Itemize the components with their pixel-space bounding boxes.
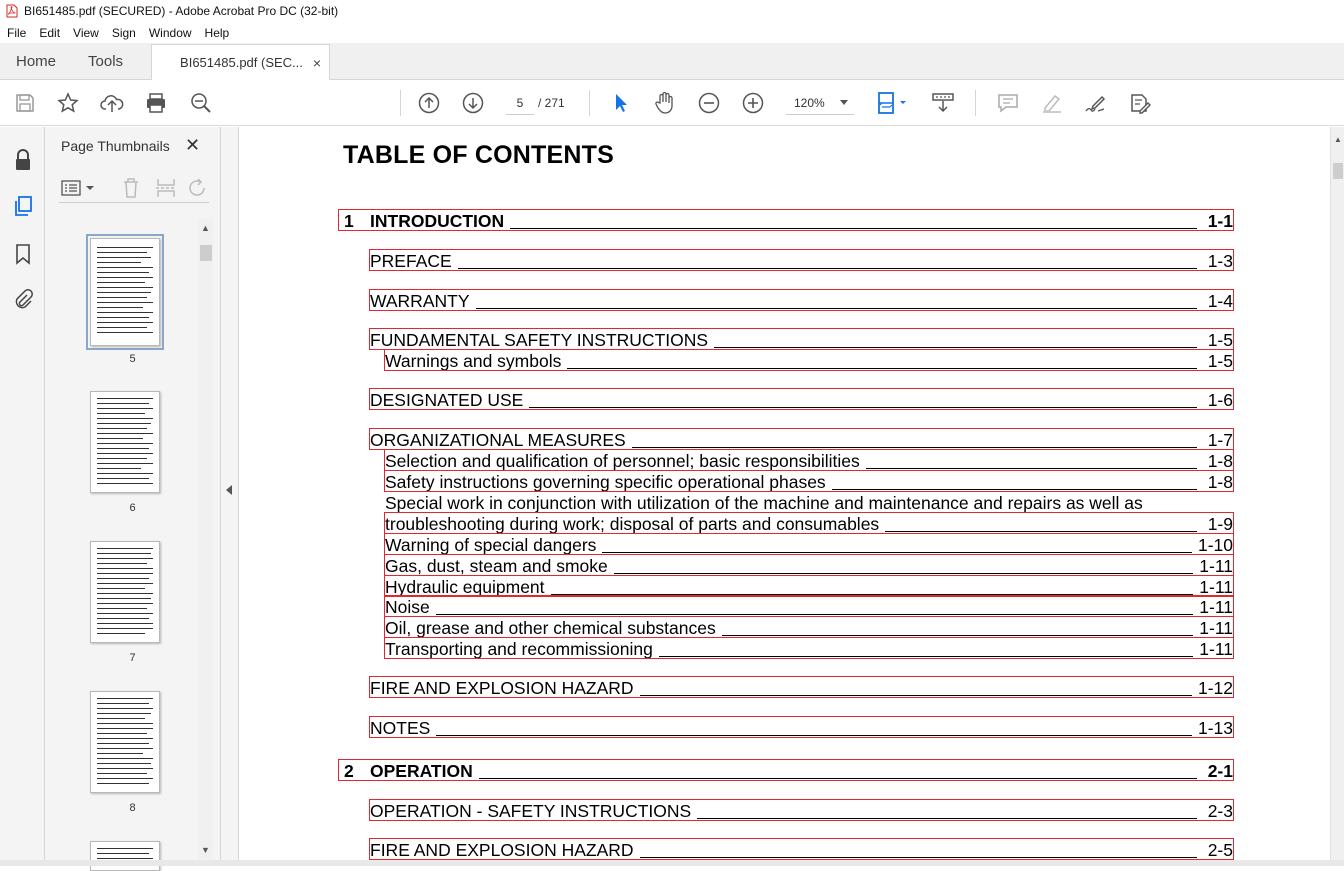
print-icon[interactable]: [144, 91, 168, 115]
toc-page-number: 1-10: [1197, 535, 1233, 555]
toc-entry-title: INTRODUCTION: [370, 211, 505, 231]
toc-page-number: 1-5: [1207, 351, 1233, 371]
toc-page-number: 1-11: [1199, 597, 1233, 617]
tab-home[interactable]: Home: [16, 52, 57, 70]
toolbar-divider: [975, 90, 976, 116]
toc-entry-title: WARRANTY: [370, 291, 470, 311]
title-bar: [0, 0, 1344, 22]
toc-chapter-number: 2: [344, 761, 354, 781]
toc-page-number: 1-6: [1207, 390, 1233, 410]
toc-link-box[interactable]: [384, 512, 1234, 534]
toc-link-box[interactable]: [384, 449, 1234, 471]
page-thumbnails-panel: [45, 127, 220, 866]
toc-entry-title: DESIGNATED USE: [370, 390, 524, 410]
toc-link-box[interactable]: [338, 759, 1234, 781]
toc-entry-title: Noise: [385, 597, 430, 617]
redact-document-icon[interactable]: [1128, 91, 1152, 115]
toc-entry-title: Oil, grease and other chemical substances: [385, 618, 716, 638]
page-thumbnail-6[interactable]: [90, 391, 160, 493]
close-panel-icon[interactable]: ✕: [185, 135, 201, 155]
page-thumbnail-9[interactable]: [90, 841, 160, 871]
toc-entry-title: Gas, dust, steam and smoke: [385, 556, 608, 576]
toc-entry-title: FIRE AND EXPLOSION HAZARD: [370, 678, 634, 698]
toc-link-box[interactable]: [369, 388, 1234, 410]
toc-link-box[interactable]: [369, 249, 1234, 271]
toc-entry-title: PREFACE: [370, 251, 452, 271]
menu-view[interactable]: View: [73, 25, 99, 40]
toc-entry-title: NOTES: [370, 718, 431, 738]
toc-entry-title: Special work in conjunction with utilization of the machine and maintenance and repairs as well as: [385, 493, 1143, 513]
toc-entry-title: FIRE AND EXPLOSION HAZARD: [370, 840, 634, 860]
toc-link-box[interactable]: [369, 716, 1234, 738]
toc-entry-title: troubleshooting during work; disposal of parts and consumables: [385, 514, 880, 534]
toc-link-box[interactable]: [369, 328, 1234, 350]
toc-link-box[interactable]: [384, 575, 1234, 597]
toc-page-number: 2-1: [1207, 761, 1233, 781]
delete-page-icon[interactable]: [121, 177, 141, 204]
panel-title: Page Thumbnails: [61, 138, 170, 154]
toc-page-number: 1-11: [1199, 577, 1233, 597]
toc-entry[interactable]: [385, 493, 1233, 513]
toc-entry-title: Hydraulic equipment: [385, 577, 545, 597]
page-total: / 271: [538, 96, 565, 110]
page-thumbnail-7[interactable]: [90, 541, 160, 643]
menu-bar: [0, 22, 1344, 43]
toc-entry-title: Warnings and symbols: [385, 351, 562, 371]
insert-page-icon[interactable]: [155, 177, 177, 204]
hand-tool-icon[interactable]: [653, 91, 677, 115]
select-cursor-icon[interactable]: [609, 91, 633, 115]
thumbnail-options-icon[interactable]: [61, 180, 95, 201]
toc-entry-title: OPERATION - SAFETY INSTRUCTIONS: [370, 801, 692, 821]
toc-link-box[interactable]: [369, 838, 1234, 860]
scrollbar-thumb[interactable]: [200, 245, 212, 261]
window-title: BI651485.pdf (SECURED) - Adobe Acrobat Pro DC (32-bit): [24, 4, 339, 18]
menu-sign[interactable]: Sign: [111, 25, 136, 40]
page-thumbnails-icon[interactable]: [11, 194, 35, 218]
menu-file[interactable]: File: [7, 25, 27, 40]
zoom-select[interactable]: [786, 91, 854, 115]
thumbnail-page-number: 8: [129, 802, 136, 814]
left-tool-rail: [0, 127, 45, 866]
page-number-input[interactable]: 5: [506, 91, 534, 115]
toolbar-divider: [400, 90, 401, 116]
thumbnail-page-number: 7: [129, 652, 136, 664]
tab-bar: [0, 43, 1344, 80]
thumbnail-scrollbar[interactable]: [198, 219, 213, 859]
acrobat-icon: [6, 4, 18, 18]
toc-page-number: 1-11: [1199, 556, 1233, 576]
toc-entry-title: FUNDAMENTAL SAFETY INSTRUCTIONS: [370, 330, 709, 350]
highlight-pen-icon[interactable]: [1040, 91, 1064, 115]
page-heading: TABLE OF CONTENTS: [343, 141, 614, 169]
document-scrollbar[interactable]: [1330, 127, 1344, 860]
toolbar: [0, 80, 1344, 126]
thumbnail-page-number: 5: [129, 353, 136, 365]
comment-icon[interactable]: [996, 91, 1020, 115]
thumbnail-toolbar: [59, 173, 209, 203]
toc-entry-title: Transporting and recommissioning: [385, 639, 653, 659]
upload-cloud-icon[interactable]: [100, 91, 124, 115]
toc-page-number: 1-1: [1207, 211, 1233, 231]
close-tab-icon[interactable]: ×: [312, 54, 322, 71]
scroll-up-arrow-icon[interactable]: ▲: [201, 223, 210, 233]
scroll-up-arrow-icon[interactable]: ▲: [1334, 135, 1342, 144]
bookmark-icon[interactable]: [11, 242, 35, 266]
scroll-down-arrow-icon[interactable]: ▼: [201, 845, 210, 855]
toc-page-number: 1-11: [1199, 639, 1233, 659]
toc-link-box[interactable]: [338, 209, 1234, 231]
toc-entry-title: OPERATION: [370, 761, 473, 781]
menu-window[interactable]: Window: [148, 25, 192, 40]
toc-entry-title: ORGANIZATIONAL MEASURES: [370, 430, 626, 450]
toc-page-number: 1-12: [1197, 678, 1233, 698]
panel-collapse-gutter[interactable]: [220, 127, 239, 866]
zoom-in-icon[interactable]: [741, 91, 765, 115]
toc-link-box[interactable]: [384, 554, 1234, 576]
toc-page-number: 1-13: [1197, 718, 1233, 738]
toc-link-box[interactable]: [384, 637, 1234, 659]
toc-page-number: 1-3: [1207, 251, 1233, 271]
toolbar-divider: [589, 90, 590, 116]
page-thumbnail-5[interactable]: [90, 238, 160, 346]
zoom-out-icon[interactable]: [697, 91, 721, 115]
toc-page-number: 1-8: [1207, 451, 1233, 471]
fit-page-icon[interactable]: [875, 91, 911, 115]
toc-link-box[interactable]: [369, 428, 1234, 450]
menu-edit[interactable]: Edit: [39, 25, 61, 40]
tab-document[interactable]: [151, 44, 330, 80]
page-thumbnail-8[interactable]: [90, 691, 160, 793]
toc-entry-title: Selection and qualification of personnel; basic responsibilities: [385, 451, 860, 471]
zoom-value: 120%: [794, 96, 825, 110]
tab-document-label: BI651485.pdf (SEC...: [180, 55, 303, 70]
toc-link-box[interactable]: [369, 676, 1234, 698]
toc-page-number: 1-9: [1207, 514, 1233, 534]
status-strip: [0, 860, 1344, 866]
toc-chapter-number: 1: [344, 211, 354, 231]
toc-link-box[interactable]: [384, 349, 1234, 371]
next-page-icon[interactable]: [461, 91, 485, 115]
star-icon[interactable]: [56, 91, 80, 115]
toc-entry-title: Safety instructions governing specific operational phases: [385, 472, 826, 492]
toc-link-box[interactable]: [369, 289, 1234, 311]
toc-page-number: 2-3: [1207, 801, 1233, 821]
rotate-page-icon[interactable]: [187, 177, 209, 204]
search-zoom-icon[interactable]: [189, 91, 213, 115]
toc-link-box[interactable]: [369, 799, 1234, 821]
toc-page-number: 1-11: [1199, 618, 1233, 638]
tab-tools[interactable]: Tools: [88, 52, 124, 70]
toc-page-number: 1-4: [1207, 291, 1233, 311]
previous-page-icon[interactable]: [417, 91, 441, 115]
thumbnail-page-number: 6: [129, 502, 136, 514]
toc-page-number: 1-5: [1207, 330, 1233, 350]
document-view: [240, 127, 1330, 860]
scrollbar-thumb[interactable]: [1333, 163, 1343, 179]
scroll-mode-icon[interactable]: [931, 91, 955, 115]
toc-link-box[interactable]: [384, 470, 1234, 492]
toc-page-number: 1-8: [1207, 472, 1233, 492]
toc-link-box[interactable]: [384, 595, 1234, 617]
collapse-arrow-icon[interactable]: [226, 485, 232, 495]
toc-page-number: 1-7: [1207, 430, 1233, 450]
save-icon[interactable]: [13, 91, 37, 115]
toc-page-number: 2-5: [1207, 840, 1233, 860]
toc-link-box[interactable]: [384, 616, 1234, 638]
menu-help[interactable]: Help: [204, 25, 230, 40]
toc-link-box[interactable]: [384, 533, 1234, 555]
sign-pen-icon[interactable]: [1084, 91, 1108, 115]
attachment-paperclip-icon[interactable]: [11, 287, 35, 311]
chevron-down-icon: [840, 100, 848, 105]
toc-entry-title: Warning of special dangers: [385, 535, 597, 555]
lock-icon[interactable]: [11, 148, 35, 172]
